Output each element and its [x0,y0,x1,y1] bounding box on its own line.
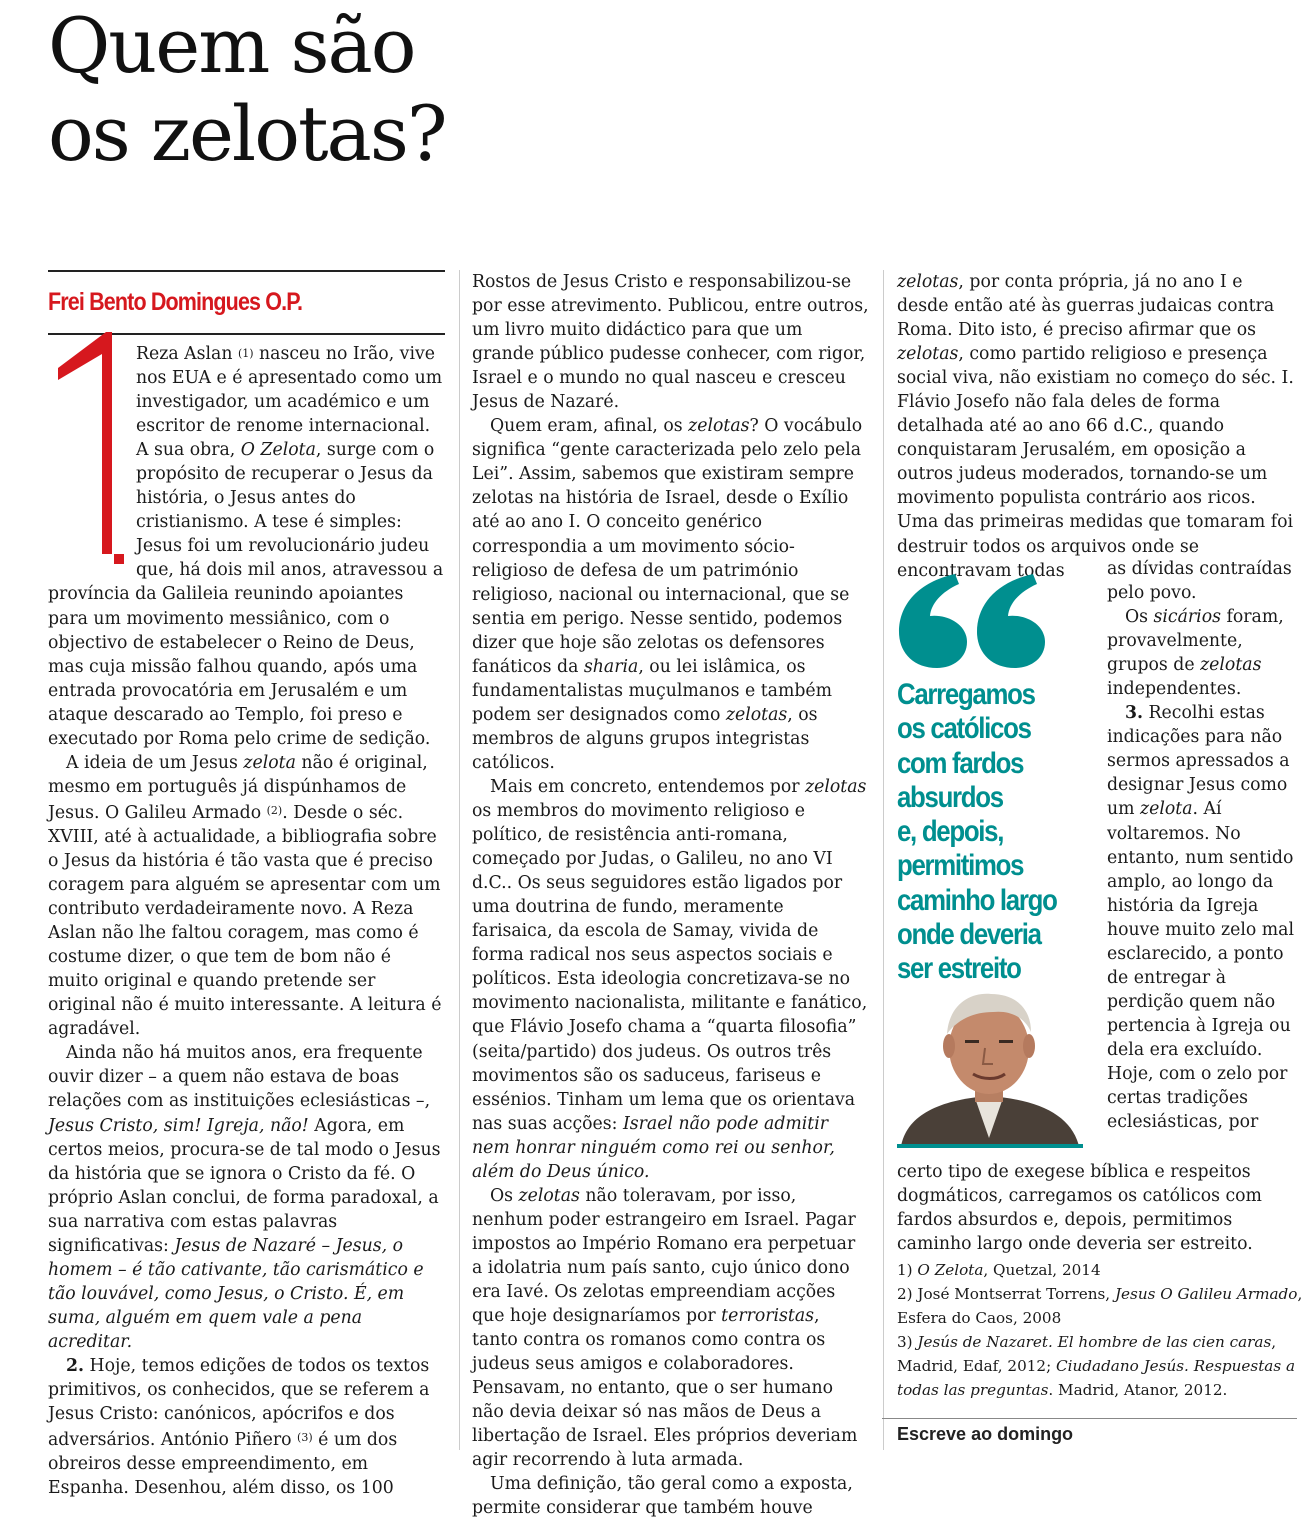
paragraph: as dívidas contraídas pelo povo. [1107,559,1292,604]
column-separator [883,270,884,1450]
paragraph: Quem eram, afinal, os zelotas? O vocábulo significa “gente caracterizada pelo zelo pela Lei”. Assim, sabemos que existiram sempre zelotas na história de Israel, desde o Exílio até ao ano I. O conceito genérico correspondia a um movimento sócio-religioso de defesa de um património religioso, nacional ou internacional, que se sentia em perigo. Nesse sentido, podemos dizer que hoje são zelotas os defensores fanáticos da sharia, ou lei islâmica, os fundamentalistas muçulmanos e também podem ser designados como zelotas, os membros de alguns grupos integristas católicos. [472,416,863,773]
pull-quote-line: permitimos [897,849,1024,883]
pull-quote-line: ser estreito [897,952,1021,986]
pull-quote-line: caminho largo [897,883,1057,917]
footnotes [897,1258,1303,1402]
footnote: todas las preguntas. Madrid, Atanor, 2012. [897,1381,1228,1399]
footnote: 1) O Zelota, Quetzal, 2014 [897,1261,1101,1279]
paragraph: 3. Recolhi estas indicações para não sermos apressados a designar Jesus como um zelota. Aí voltaremos. No entanto, num sentido amplo, ao longo da história da Igreja houve muito zelo mal esclarecido, a ponto de entregar à perdição quem não pertencia à Igreja ou dela era excluído. Hoje, com o zelo por certas tradições eclesiásticas, por [1107,703,1295,1133]
photo-accent-bar [897,1144,1083,1148]
column-separator [459,270,460,1450]
column-3-top [897,270,1294,583]
paragraph: Reza Aslan (1) nasceu no Irão, vive nos EUA e é apresentado como um investigador, um académico e um escritor de renome internacional. A sua obra, O Zelota, surge com o propósito de recuperar o Jesus da história, o Jesus antes do cristianismo. A tese é simples: Jesus foi um revolucionário judeu que, há dois mil anos, atravessou a província da Galileia reunindo apoiantes para um movimento messiânico, com o objectivo de estabelecer o Reino de Deus, mas cuja missão falhou quando, após uma entrada provocatória em Jerusalém e um ataque descarado ao Templo, foi preso e executado por Roma pelo crime de sedição. [48,344,444,749]
footer-rule [882,1418,1297,1419]
footer-note: Escreve ao domingo [897,1424,1074,1444]
pull-quote-line: Carregamos [897,678,1035,711]
column-3-wrap [1107,557,1303,1134]
paragraph: Rostos de Jesus Cristo e responsabilizou-se por esse atrevimento. Publicou, entre outros, um livro muito didáctico para que um grande público pudesse conhecer, com rigor, Israel e o mundo no qual nasceu e cresceu Jesus de Nazaré. [472,272,869,413]
paragraph: A ideia de um Jesus zelota não é original, mesmo em português já dispúnhamos de Jesus. O Galileu Armado $^{(2)}$. Desde o séc. XVIII, até à actualidade, a bibliografia sobre o Jesus da história é tão vasta que é preciso coragem para alguém se apresentar com um contributo verdadeiramente novo. A Reza Aslan não lhe faltou coragem, mas como é costume dizer, o que tem de bom não é muito original e quando pretende ser original não é muito interessante. A leitura é agradável. [48,752,442,1040]
footnote: 2) José Montserrat Torrens, Jesus O Galileu Armado, [897,1285,1303,1303]
author-photo [897,988,1083,1146]
headline-line-2: os zelotas? [48,89,446,178]
byline: Frei Bento Domingues O.P. [48,288,303,316]
footnote: Madrid, Edaf, 2012; Ciudadano Jesús. Respuestas a [897,1357,1296,1375]
drop-cap [48,332,130,564]
paragraph: Mais em concreto, entendemos por zelotas os membros do movimento religioso e político, de resistência anti-romana, começado por Judas, o Galileu, no ano VI d.C.. Os seus seguidores estão ligados por uma doutrina de fundo, meramente farisaica, da escola de Samay, vivida de forma radical nos seus aspectos sociais e políticos. Esta ideologia concretizava-se no movimento nacionalista, militante e fanático, que Flávio Josefo chama a “quarta filosofia” (seita/partido) dos judeus. Os outros três movimentos são os saduceus, fariseus e essénios. Tinham um lema que os orientava nas suas acções: Israel não pode admitir nem honrar ninguém como rei ou senhor, além do Deus único. [472,776,868,1182]
paragraph: Os zelotas não toleravam, por isso, nenhum poder estrangeiro em Israel. Pagar impostos ao Império Romano era perpetuar a idolatria num país santo, cujo único dono era Iavé. Os zelotas empreendiam acções que hoje designaríamos por terroristas, tanto contra os romanos como contra os judeus seus amigos e colaboradores. Pensavam, no entanto, que o ser humano não devia deixar só nas mãos de Deus a libertação de Israel. Eles próprios deveriam agir recorrendo à luta armada. [472,1185,858,1471]
column-1 [48,342,445,1500]
paragraph: certo tipo de exegese bíblica e respeitos dogmáticos, carregamos os católicos com fardos absurdos e, depois, permitimos caminho largo onde deveria ser estreito. [897,1162,1262,1255]
footnote: 3) Jesús de Nazaret. El hombre de las cien caras, [897,1333,1277,1351]
headline [48,2,446,178]
paragraph: zelotas, por conta própria, já no ano I e desde então até às guerras judaicas contra Roma. Dito isto, é preciso afirmar que os zelotas, como partido religioso e presença social viva, não existiam no começo do séc. I. Flávio Josefo não fala deles de forma detalhada até ao ano 66 d.C., quando conquistaram Jerusalém, em oposição a outros judeus moderados, tornando-se um movimento populista contrário aos ricos. Uma das primeiras medidas que tomaram foi destruir todos os arquivos onde se encontravam todas [897,272,1294,581]
footnote: Esfera do Caos, 2008 [897,1309,1062,1327]
paragraph: 2. Hoje, temos edições de todos os textos primitivos, os conhecidos, que se referem a Jesus Cristo: canónicos, apócrifos e dos adversários. António Piñero $^{(3)}$ é um dos obreiros desse empreendimento, em Espanha. Desenhou, além disso, os 100 [48,1355,430,1499]
pull-quote-line: absurdos [897,780,1003,814]
pull-quote-line: com fardos [897,746,1024,780]
column-2 [472,270,869,1520]
paragraph: Ainda não há muitos anos, era frequente ouvir dizer – a quem não estava de boas relações com as instituições eclesiásticas –, Jesus Cristo, sim! Igreja, não! Agora, em certos meios, procura-se de tal modo o Jesus da história que se ignora o Cristo da fé. O próprio Aslan conclui, de forma paradoxal, a sua narrativa com estas palavras significativas: Jesus de Nazaré – Jesus, o homem – é tão cativante, tão carismático e tão louvável, como Jesus, o Cristo. É, em suma, alguém em quem vale a pena acreditar. [48,1043,441,1352]
pull-quote-line: e, depois, [897,815,1004,849]
quote-marks-icon [897,570,1057,670]
pull-quote-line: onde deveria [897,918,1041,952]
pull-quote-text [897,678,1069,987]
paragraph: Uma definição, tão geral como a exposta, permite considerar que também houve [472,1474,853,1519]
byline-top-rule [48,270,445,272]
drop-cap-one [48,332,130,572]
pull-quote-line: os católicos [897,712,1031,746]
column-3-bottom [897,1160,1297,1256]
paragraph: Os sicários foram, provavelmente, grupos de zelotas independentes. [1107,607,1284,700]
headline-line-1: Quem são [48,1,415,90]
